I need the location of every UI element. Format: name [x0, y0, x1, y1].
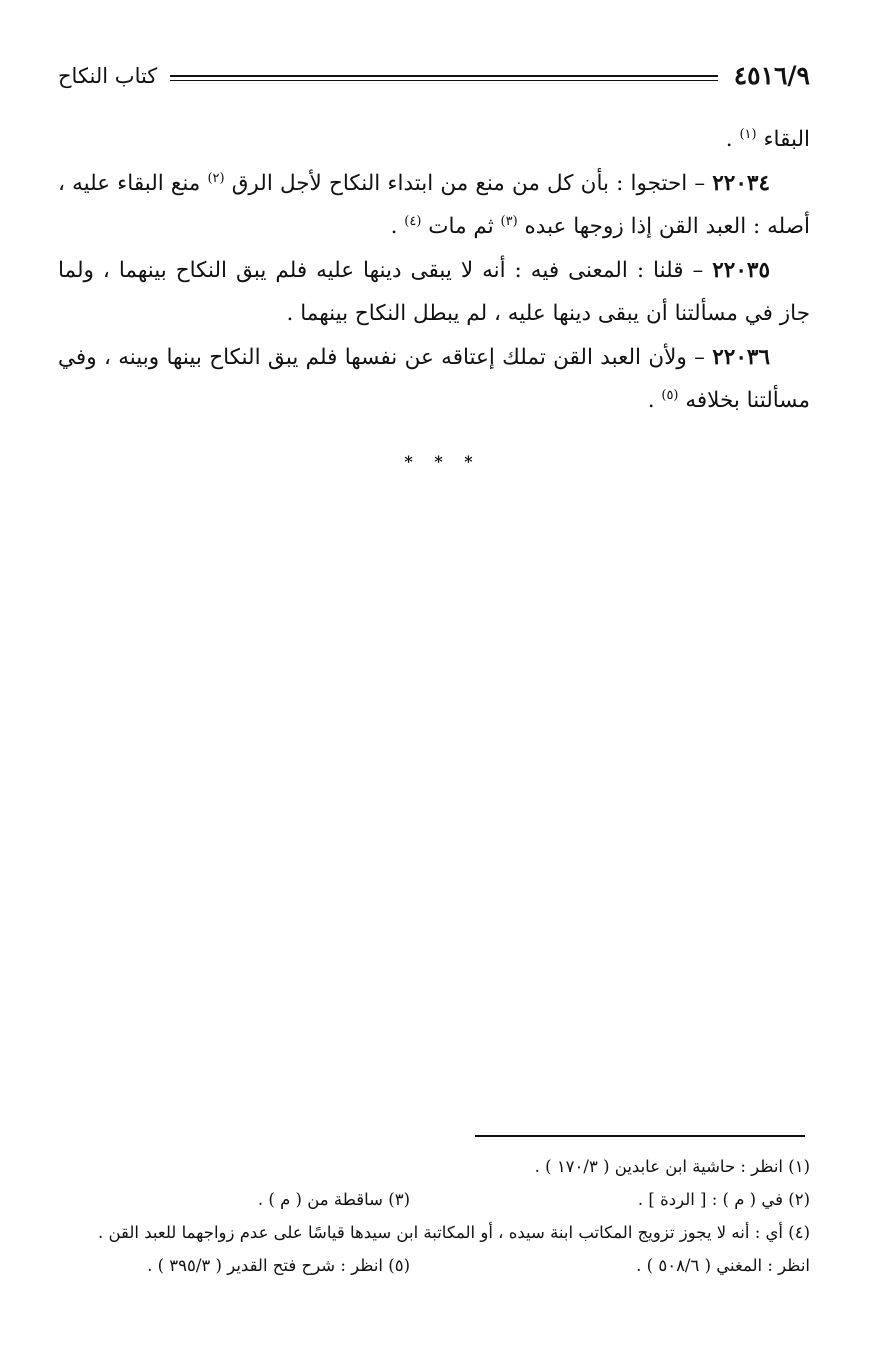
- footnote-rule: [475, 1135, 805, 1137]
- footnote-2: (٢) في ( م ) : [ الردة ] .: [637, 1190, 810, 1209]
- paragraph-number: ٢٢٠٣٥: [712, 258, 770, 283]
- main-text: [58, 118, 810, 423]
- footnote-line: [58, 1183, 810, 1216]
- paragraph-22035: [58, 249, 810, 335]
- footnote-4-continued: انظر : المغني ( ٥٠٨/٦ ) .: [636, 1256, 810, 1275]
- footnote-line: [58, 1150, 810, 1183]
- paragraph-text: – قلنا : المعنى فيه : أنه لا يبقى دينها عليه فلم يبق النكاح بينهما ، ولما جاز في مسألتنا أن يبقى دينها عليه ، لم يبطل النكاح بينهما .: [58, 258, 810, 326]
- footnote-ref: (٢): [207, 171, 225, 186]
- page-number: ٤٥١٦/٩: [733, 61, 810, 90]
- footnote-4: (٤) أي : أنه لا يجوز تزويج المكاتب ابنة سيده ، أو المكاتبة ابن سيدها قياسًا على عدم زواجهما للعبد القن .: [97, 1223, 810, 1242]
- footnote-line: [58, 1249, 810, 1282]
- footnote-3: (٣) ساقطة من ( م ) .: [257, 1190, 410, 1209]
- header-rule-thin: [170, 80, 718, 81]
- footnote-ref: (٥): [661, 388, 679, 403]
- paragraph-text: منع البقاء عليه ، أصله : العبد القن إذا زوجها عبده: [58, 171, 810, 239]
- page-header: [58, 58, 810, 94]
- footnote-5: (٥) انظر : شرح فتح القدير ( ٣٩٥/٣ ) .: [147, 1256, 410, 1275]
- paragraph-number: ٢٢٠٣٦: [712, 345, 770, 370]
- paragraph-text: ثم مات: [421, 214, 501, 239]
- paragraph-text: البقاء: [763, 127, 810, 152]
- paragraph-text: .: [725, 127, 740, 152]
- footnote-line: [58, 1216, 810, 1249]
- running-title: كتاب النكاح: [58, 64, 158, 88]
- paragraph-text: – احتجوا : بأن كل من منع من ابتداء النكاح لأجل الرق: [224, 171, 713, 196]
- paragraph-text: .: [390, 214, 405, 239]
- footnote-ref: (١): [739, 127, 757, 142]
- footnotes: [58, 1150, 810, 1282]
- header-rule: [170, 75, 718, 77]
- footnote-ref: (٣): [500, 214, 518, 229]
- paragraph-22034: [58, 162, 810, 248]
- section-separator: * * *: [404, 452, 481, 471]
- footnote-ref: (٤): [404, 214, 422, 229]
- paragraph-continuation: [58, 118, 810, 161]
- footnote-1: (١) انظر : حاشية ابن عابدين ( ١٧٠/٣ ) .: [534, 1157, 810, 1176]
- paragraph-text: .: [647, 388, 662, 413]
- paragraph-text: – ولأن العبد القن تملك إعتاقه عن نفسها فلم يبق النكاح بينها وبينه ، وفي مسألتنا بخلافه: [58, 345, 810, 413]
- paragraph-number: ٢٢٠٣٤: [712, 171, 770, 196]
- paragraph-22036: [58, 336, 810, 422]
